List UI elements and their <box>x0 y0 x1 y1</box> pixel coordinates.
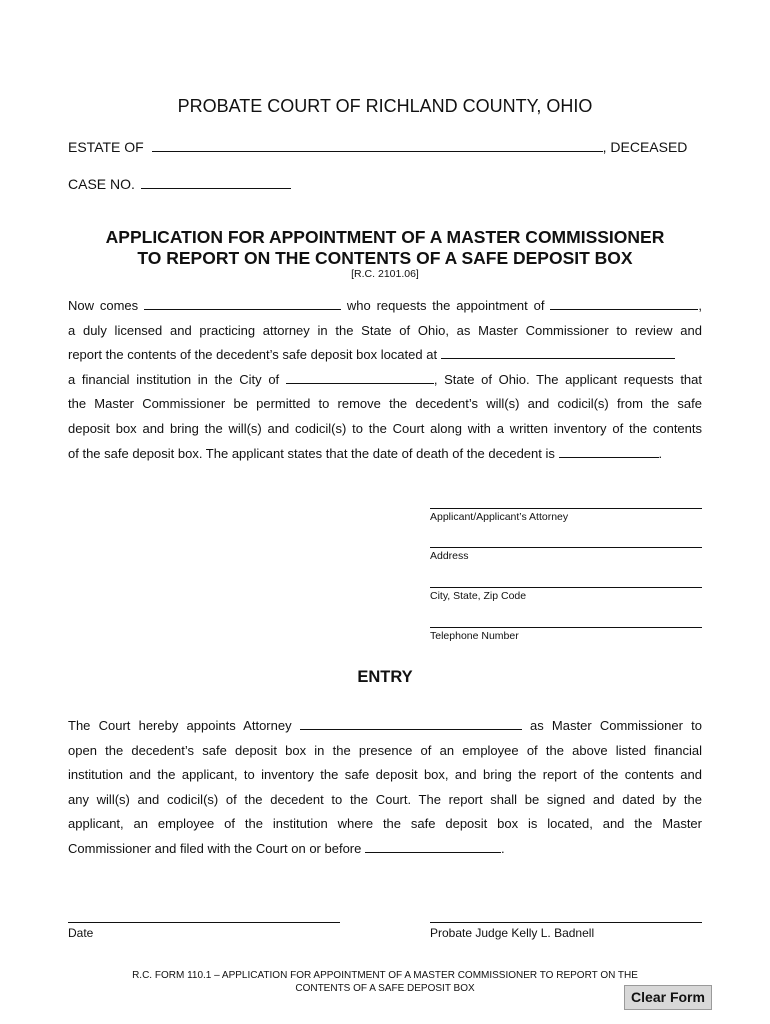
date-of-death-text: of the safe deposit box. The applicant states that the date of death of the decedent is <box>68 445 555 461</box>
telephone-label: Telephone Number <box>430 630 519 642</box>
form-title-line-2: TO REPORT ON THE CONTENTS OF A SAFE DEPOSIT BOX <box>137 248 633 268</box>
judge-label: Probate Judge Kelly L. Badnell <box>430 926 595 940</box>
application-line-1 <box>68 294 702 319</box>
entry-heading: ENTRY <box>357 668 413 686</box>
located-at-text: report the contents of the decedent’s safe deposit box located at <box>68 347 438 363</box>
clear-form-button[interactable]: Clear Form <box>624 985 712 1010</box>
date-label: Date <box>68 926 94 940</box>
application-line-5: the Master Commissioner be permitted to remove the decedent’s will(s) and codicil(s) from the safe <box>68 396 702 412</box>
filing-date-field[interactable] <box>365 838 501 853</box>
case-number-field[interactable] <box>141 174 291 189</box>
decedent-name-field[interactable] <box>550 295 698 310</box>
entry-line-3: institution and the applicant, to inventory the safe deposit box, and bring the report of the contents and <box>68 767 702 783</box>
requests-text: who requests the appointment of <box>346 298 545 313</box>
appoints-attorney-text: The Court hereby appoints Attorney <box>68 718 292 733</box>
applicant-name-field[interactable] <box>144 295 341 310</box>
address-line[interactable] <box>430 547 702 548</box>
comma-text: , <box>698 298 702 313</box>
entry-line-5: applicant, an employee of the institution where the safe deposit box is located, and the Master <box>68 816 702 832</box>
city-state-zip-label: City, State, Zip Code <box>430 590 527 602</box>
entry-period-text: . <box>501 840 505 856</box>
deceased-label: , DECEASED <box>602 139 688 155</box>
address-label: Address <box>430 550 469 562</box>
form-title-line-1: APPLICATION FOR APPOINTMENT OF A MASTER COMMISSIONER <box>105 227 665 247</box>
estate-name-field[interactable] <box>152 137 603 152</box>
footer-line-1: R.C. FORM 110.1 – APPLICATION FOR APPOINTMENT OF A MASTER COMMISSIONER TO REPORT ON THE <box>132 970 638 981</box>
entry-line-1 <box>68 714 702 739</box>
period-text: . <box>658 445 663 461</box>
entry-line-4: any will(s) and codicil(s) of the decedent to the Court. The report shall be signed and dated by the <box>68 791 702 807</box>
statute-reference: [R.C. 2101.06] <box>351 268 419 280</box>
case-label: CASE NO. <box>68 176 135 192</box>
entry-paragraph <box>68 714 702 862</box>
application-line-3 <box>68 343 702 368</box>
telephone-line[interactable] <box>430 627 702 628</box>
on-or-before-text: Commissioner and filed with the Court on or before <box>68 840 362 856</box>
attorney-name-field[interactable] <box>300 715 522 730</box>
court-title: PROBATE COURT OF RICHLAND COUNTY, OHIO <box>177 96 593 116</box>
city-of-text: a financial institution in the City of <box>68 371 280 387</box>
application-line-6: deposit box and bring the will(s) and codicil(s) to the Court along with a written inventory of the contents <box>68 420 702 436</box>
date-of-death-field[interactable] <box>559 443 659 458</box>
applicant-signature-line[interactable] <box>430 508 702 509</box>
master-commissioner-text: as Master Commissioner to <box>530 718 702 733</box>
case-row <box>68 174 291 192</box>
estate-row <box>68 137 687 155</box>
entry-line-6 <box>68 837 702 862</box>
state-of-ohio-text: , State of Ohio. The applicant requests that <box>433 371 702 387</box>
entry-line-2: open the decedent’s safe deposit box in the presence of an employee of the above listed financial <box>68 742 702 758</box>
now-comes-text: Now comes <box>68 298 139 313</box>
institution-field[interactable] <box>441 344 675 359</box>
applicant-label: Applicant/Applicant’s Attorney <box>430 511 569 523</box>
city-state-zip-line[interactable] <box>430 587 702 588</box>
footer-line-2: CONTENTS OF A SAFE DEPOSIT BOX <box>295 983 475 994</box>
date-line[interactable] <box>68 922 340 923</box>
estate-label: ESTATE OF <box>68 139 144 155</box>
application-line-7 <box>68 442 702 467</box>
application-paragraph <box>68 294 702 466</box>
judge-signature-line[interactable] <box>430 922 702 923</box>
application-line-2: a duly licensed and practicing attorney in the State of Ohio, as Master Commissioner to review and <box>68 322 702 338</box>
application-line-4 <box>68 368 702 393</box>
city-field[interactable] <box>286 369 434 384</box>
